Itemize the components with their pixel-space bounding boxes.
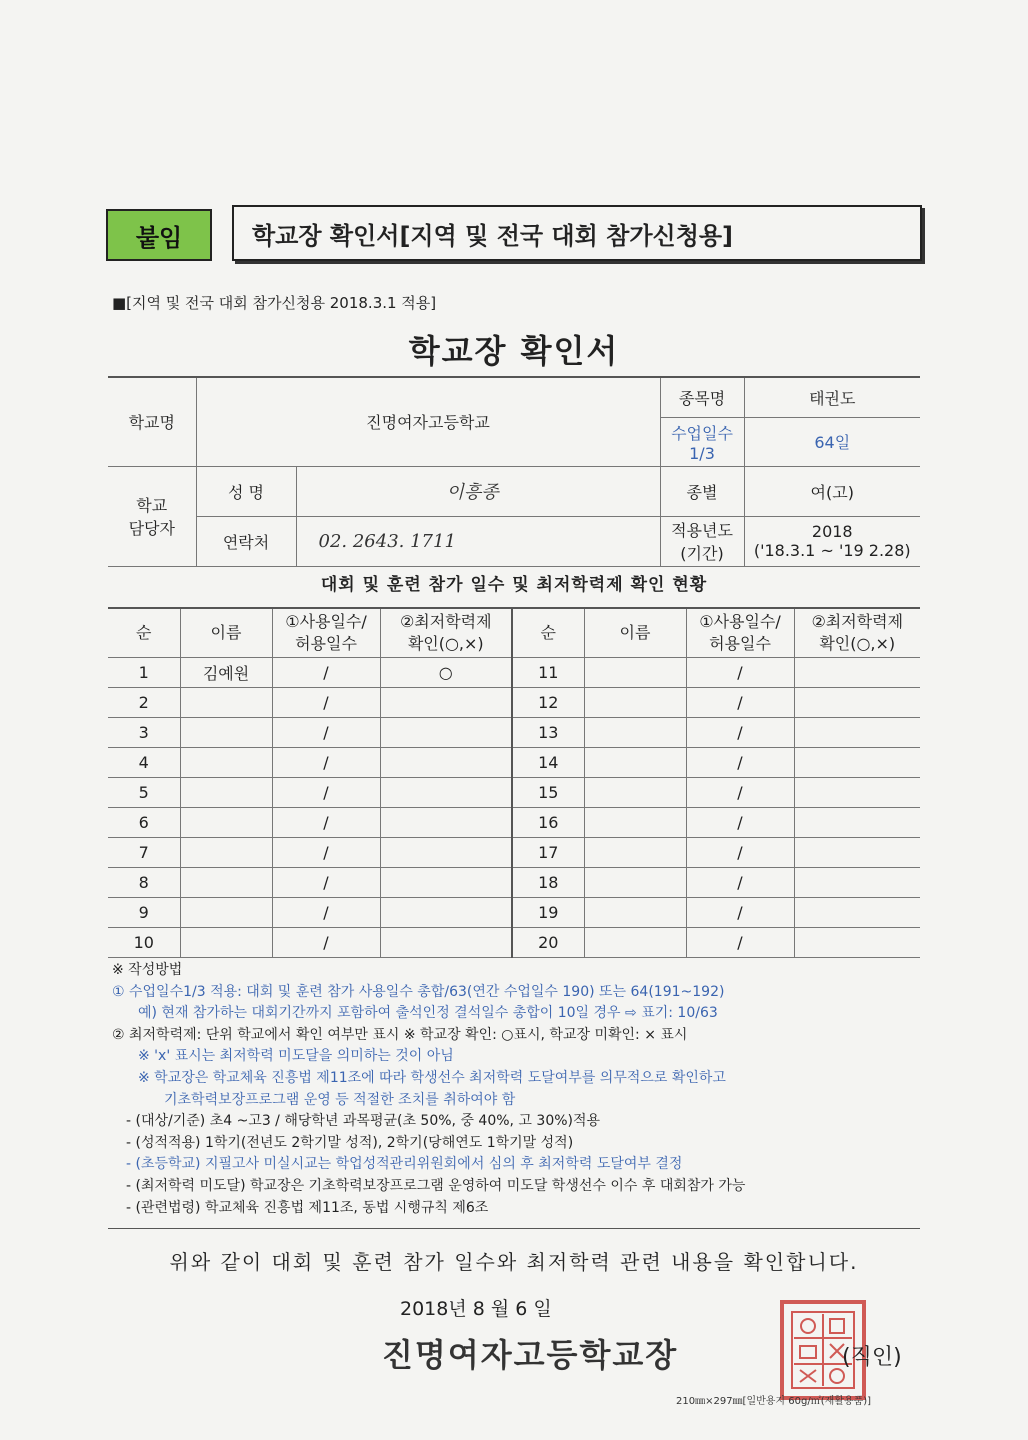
row-name-left [180,898,272,928]
row-min-right [794,838,920,868]
table-row [108,718,920,748]
row-min-right [794,808,920,838]
row-num-left: 1 [108,658,180,688]
row-days-left: / [272,658,380,688]
row-name-left [180,928,272,958]
paper-spec: 210㎜×297㎜[일반용지 60g/㎡(재활용품)] [676,1396,872,1407]
row-name-right [584,718,686,748]
row-name-left [180,778,272,808]
row-num-left: 7 [108,838,180,868]
row-name-left [180,868,272,898]
row-num-left: 3 [108,718,180,748]
row-name-left [180,838,272,868]
row-num-left: 8 [108,868,180,898]
row-min-left: ○ [380,658,512,688]
row-num-right: 14 [512,748,584,778]
contact-value: 02. 2643. 1711 [296,516,660,566]
row-name-right [584,838,686,868]
row-min-left [380,778,512,808]
table-row [108,658,920,688]
instructions [112,960,922,1219]
row-name-right [584,808,686,838]
row-name-right [584,748,686,778]
row-min-right [794,748,920,778]
principal-name: 진명여자고등학교장 [382,1336,679,1374]
note-6: - (성적적용) 1학기(전년도 2학기말 성적), 2학기(당해연도 1학기말 성적) [126,1134,574,1151]
row-days-right: / [686,838,794,868]
category-label: 종별 [660,466,744,516]
header-min-line2: 확인(○,×) [407,634,484,653]
row-days-left: / [272,778,380,808]
participation-subtitle: 대회 및 훈련 참가 일수 및 최저학력제 확인 현황 [320,575,708,595]
row-days-right: / [686,748,794,778]
row-num-right: 19 [512,898,584,928]
row-days-left: / [272,898,380,928]
note-8: - (최저학력 미도달) 학교장은 기초학력보장프로그램 운영하여 미도달 학생선수 이수 후 대회참가 가능 [126,1177,746,1194]
note-1b: 예) 현재 참가하는 대회기간까지 포함하여 출석인정 결석일수 총합이 10일 경우 ⇨ 표기: 10/63 [138,1005,718,1022]
row-min-right [794,688,920,718]
row-min-right [794,898,920,928]
row-num-left: 9 [108,898,180,928]
year-value-line1: 2018 [811,522,853,541]
row-num-left: 10 [108,928,180,958]
note-4a: ※ 학교장은 학교체육 진흥법 제11조에 따라 학생선수 최저학력 도달여부를 의무적으로 확인하고 [138,1069,726,1086]
confirmation-statement: 위와 같이 대회 및 훈련 참가 일수와 최저학력 관련 내용을 확인합니다. [169,1250,859,1274]
row-name-right [584,658,686,688]
staff-label-line1: 학교 [136,496,168,515]
class-days-label-line1: 수업일수 [671,423,733,443]
row-min-left [380,688,512,718]
row-num-right: 17 [512,838,584,868]
form-title: 학교장 확인서[지역 및 전국 대회 참가신청용] [252,221,734,250]
note-3: ※ 'x' 표시는 최저학력 미도달을 의미하는 것이 아님 [138,1048,454,1065]
row-days-left: / [272,808,380,838]
table-row [108,808,920,838]
row-min-right [794,778,920,808]
row-name-left [180,688,272,718]
table-row [108,688,920,718]
header-name-right: 이름 [584,608,686,658]
header-min-line1: ②최저학력제 [399,612,492,631]
header-days-line2: 허용일수 [295,634,357,653]
header-min-line2: 확인(○,×) [819,634,896,653]
note-5: - (대상/기준) 초4 ~고3 / 해당학년 과목평균(초 50%, 중 40%, 고 30%)적용 [126,1113,601,1130]
staff-label-line2: 담당자 [128,519,175,538]
row-days-left: / [272,718,380,748]
row-name-left [180,718,272,748]
event-label: 종목명 [660,377,744,417]
note-1a: ① 수업일수1/3 적용: 대회 및 훈련 참가 사용일수 총합/63(연간 수업일수 190) 또는 64(191~192) [112,983,725,1000]
category-value: 여(고) [744,466,920,516]
issue-date: 2018년 8 월 6 일 [400,1298,552,1320]
row-num-right: 12 [512,688,584,718]
row-min-right [794,928,920,958]
header-num-left: 순 [108,608,180,658]
applicability-notice: ■[지역 및 전국 대회 참가신청용 2018.3.1 적용] [112,294,437,312]
note-9: - (관련법령) 학교체육 진흥법 제11조, 동법 시행규칙 제6조 [126,1199,489,1216]
row-num-right: 11 [512,658,584,688]
row-days-left: / [272,688,380,718]
school-name-label: 학교명 [108,377,196,466]
row-min-left [380,808,512,838]
header-days-left [272,608,380,658]
staff-name-value: 이흥종 [296,466,660,516]
table-row [108,928,920,958]
row-days-right: / [686,868,794,898]
year-label-line1: 적용년도 [671,521,733,540]
row-num-right: 15 [512,778,584,808]
header-name-left: 이름 [180,608,272,658]
row-name-left [180,808,272,838]
row-num-right: 13 [512,718,584,748]
row-days-right: / [686,718,794,748]
row-name-right [584,688,686,718]
row-num-right: 16 [512,808,584,838]
row-days-right: / [686,928,794,958]
header-days-line2: 허용일수 [709,634,771,653]
row-days-right: / [686,688,794,718]
row-days-left: / [272,838,380,868]
row-name-left [180,748,272,778]
table-row [108,748,920,778]
row-num-left: 4 [108,748,180,778]
table-row [108,778,920,808]
contact-label: 연락처 [196,516,296,566]
participation-rows [108,658,920,958]
row-days-right: / [686,658,794,688]
row-min-left [380,838,512,868]
seal-note: (직인) [842,1345,902,1370]
row-days-left: / [272,868,380,898]
row-name-right [584,898,686,928]
year-value-line2: ('18.3.1 ~ '19 2.28) [753,541,911,560]
header-days-right [686,608,794,658]
row-min-right [794,718,920,748]
class-days-value: 64일 [744,417,920,466]
header-num-right: 순 [512,608,584,658]
year-label [660,516,744,566]
header-days-line1: ①사용일수/ [285,612,367,631]
school-info-table [108,376,920,567]
row-days-right: / [686,808,794,838]
row-days-right: / [686,898,794,928]
document-title: 학교장 확인서 [408,332,620,370]
table-row [108,868,920,898]
row-min-right [794,868,920,898]
event-value: 태권도 [744,377,920,417]
form-title-box [232,205,922,261]
note-4b: 기초학력보장프로그램 운영 등 적절한 조치를 취하여야 함 [164,1091,516,1108]
row-days-left: / [272,748,380,778]
row-num-left: 6 [108,808,180,838]
header-min-line1: ②최저학력제 [811,612,904,631]
note-7: - (초등학교) 지필고사 미실시교는 학업성적관리위원회에서 심의 후 최저학력 도달여부 결정 [126,1156,683,1173]
year-label-line2: (기간) [680,544,724,563]
row-min-left [380,718,512,748]
row-num-right: 18 [512,868,584,898]
instructions-heading: ※ 작성방법 [112,962,183,978]
header-days-line1: ①사용일수/ [699,612,781,631]
row-min-left [380,928,512,958]
school-name-value: 진명여자고등학교 [196,377,660,466]
row-days-left: / [272,928,380,958]
row-name-right [584,778,686,808]
participation-table [108,607,920,958]
class-days-label [660,417,744,466]
note-2: ② 최저학력제: 단위 학교에서 확인 여부만 표시 ※ 학교장 확인: ○표시, 학교장 미확인: × 표시 [112,1026,688,1043]
table-row [108,838,920,868]
header-min-left [380,608,512,658]
table-row [108,898,920,928]
row-num-left: 5 [108,778,180,808]
row-num-left: 2 [108,688,180,718]
row-name-right [584,928,686,958]
row-min-left [380,898,512,928]
row-name-left: 김예원 [180,658,272,688]
class-days-label-line2: 1/3 [689,443,715,463]
row-num-right: 20 [512,928,584,958]
row-days-right: / [686,778,794,808]
row-min-right [794,658,920,688]
row-min-left [380,748,512,778]
year-value [744,516,920,566]
notes-divider [108,1228,920,1229]
row-name-right [584,868,686,898]
row-min-left [380,868,512,898]
attachment-badge: 붙임 [106,209,212,261]
staff-label [108,466,196,566]
staff-name-label: 성 명 [196,466,296,516]
header-min-right [794,608,920,658]
